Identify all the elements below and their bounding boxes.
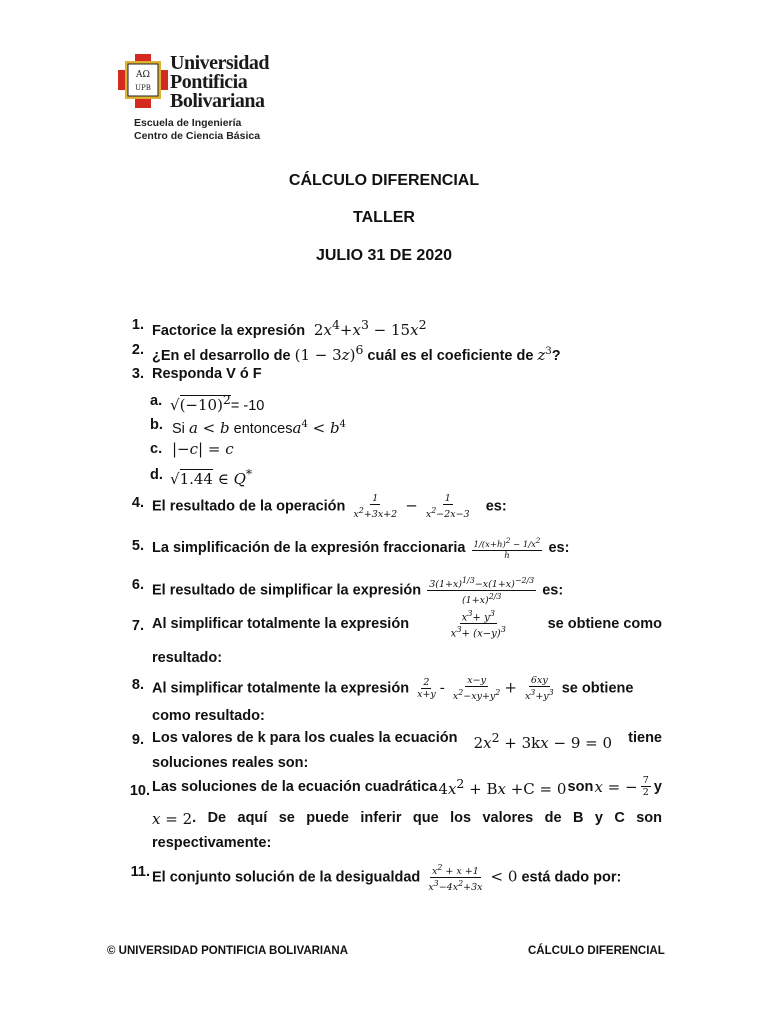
seal-letters-top: ΑΩ [136,70,150,80]
university-logo [118,52,278,112]
q10-text: Las soluciones de la ecuación cuadrática [152,778,438,795]
school-info [134,117,260,143]
q10-line2-text: . De aquí se puede inferir que los valores de B y C son [192,810,662,826]
question-4: El resultado de la operación $\frac{1}{x^2+3x+2}$ − $\frac{1}{x^2-2x-3}$ es: [152,493,507,521]
school-name: Escuela de Ingeniería [134,117,242,129]
q3-number: 3. [131,366,144,382]
university-seal-icon [118,54,168,108]
q1-text: Factorice la expresión [152,323,306,339]
q3d-statement: √1.44 ∈ Q* [170,466,253,488]
logo-line-1: Universidad [170,52,269,74]
logo-wordmark [170,54,269,111]
footer-right: CÁLCULO DIFERENCIAL [528,945,665,957]
question-9: Los valores de k para los cuales la ecuación $2x^2 + 3kx - 9 = 0$ tiene [152,730,662,752]
question-1: Factorice la expresión $2x^4+x^3 - 15x^2$ [152,317,427,339]
question-3: Responda V ó F [152,366,262,382]
q2-number: 2. [131,342,144,358]
q4-text: El resultado de la operación [152,498,346,515]
q4-tail: es: [485,498,507,515]
question-10: Las soluciones de la ecuación cuadrática $4x^2 + Bx +C = 0$ son x = − $\frac{7}{2}$ y [152,775,662,798]
q2-text-a: ¿En el desarrollo de [152,348,291,364]
question-2: ¿En el desarrollo de $(1 - 3z)^6$ cuál es el coeficiente de $z^3$? [152,342,561,364]
q8-number: 8. [131,677,144,693]
logo-line-2: Pontificia [170,71,248,93]
q3b-statement: Si a < b entoncesa$^4$ < $b^4$ [172,418,346,437]
question-8: Al simplificar totalmente la expresión $\frac{2}{x+y}$ - $\frac{x-y}{x^2-xy+y^2}$ + $\frac{6xy}{x^3+y^3}$ se obtiene [152,675,634,703]
q5-number: 5. [131,538,144,554]
q1-number: 1. [131,317,144,333]
q7-number: 7. [131,618,144,634]
q11-tail: está dado por: [521,869,622,886]
q7-tail: se obtiene como [547,615,662,632]
q8-line2: como resultado: [152,708,265,724]
q10-line2: x = 2 . De aquí se puede inferir que los valores de B y C son [152,810,662,828]
q10-number: 10. [129,783,150,799]
q2-text-b: cuál es el coeficiente de [367,348,534,364]
seal-letters-bottom: UPB [135,84,151,92]
q9-text: Los valores de k para los cuales la ecuación [152,730,458,746]
q8-text: Al simplificar totalmente la expresión [152,680,410,697]
q2-text-c: ? [551,348,561,364]
q3b-text-b: entonces [233,420,293,437]
q3c-label: c. [150,441,163,457]
q3b-label: b. [150,417,163,433]
footer-left: © UNIVERSIDAD PONTIFICIA BOLIVARIANA [107,945,349,957]
q11-number: 11. [130,864,150,880]
q10-line3: respectivamente: [152,835,272,851]
logo-line-3: Bolivariana [170,90,265,112]
q5-tail: es: [548,540,570,557]
q10-mid: son [567,778,594,795]
center-name: Centro de Ciencia Básica [134,130,261,142]
q10-tail: y [653,778,662,795]
question-6: El resultado de simplificar la expresión $\frac{3(1+x)^{1/3}-x(1+x)^{-2/3}}{(1+x)^{2/3}}$ es: [152,576,564,607]
q7-text: Al simplificar totalmente la expresión [152,615,410,632]
q6-text: El resultado de simplificar la expresión [152,582,422,599]
document-type: TALLER [353,209,415,226]
document-date: JULIO 31 DE 2020 [315,247,453,264]
q3c-statement: |−c| = c [172,440,234,458]
q3a-label: a. [150,393,163,409]
question-7: Al simplificar totalmente la expresión $\frac{x^3+ y^3}{x^3+ (x-y)^3}$ se obtiene como [152,608,662,640]
q7-line2: resultado: [152,650,223,666]
q11-text: El conjunto solución de la desigualdad [152,869,421,886]
q6-tail: es: [542,582,564,599]
q3b-text-a: Si [172,420,185,437]
q5-text: La simplificación de la expresión fraccionaria [152,540,466,557]
question-11: El conjunto solución de la desigualdad $\frac{x^2 + x +1}{x^3-4x^2+3x}$ < 0 está dado por: [152,863,622,894]
course-title: CÁLCULO DIFERENCIAL [288,172,480,189]
q9-number: 9. [131,732,144,748]
q3d-label: d. [150,467,163,483]
q3a-statement: $√(-10)^2= -10$ [170,392,265,414]
q9-line2: soluciones reales son: [152,755,309,771]
q6-number: 6. [131,577,144,593]
q4-number: 4. [131,495,144,511]
question-5: La simplificación de la expresión fraccionaria $\frac{1/(x+h)^2 - 1/x^2}{h}$ es: [152,536,570,561]
q8-tail: se obtiene [561,680,634,697]
q9-tail: tiene [628,730,662,746]
q3a-tail: = -10 [230,398,265,414]
